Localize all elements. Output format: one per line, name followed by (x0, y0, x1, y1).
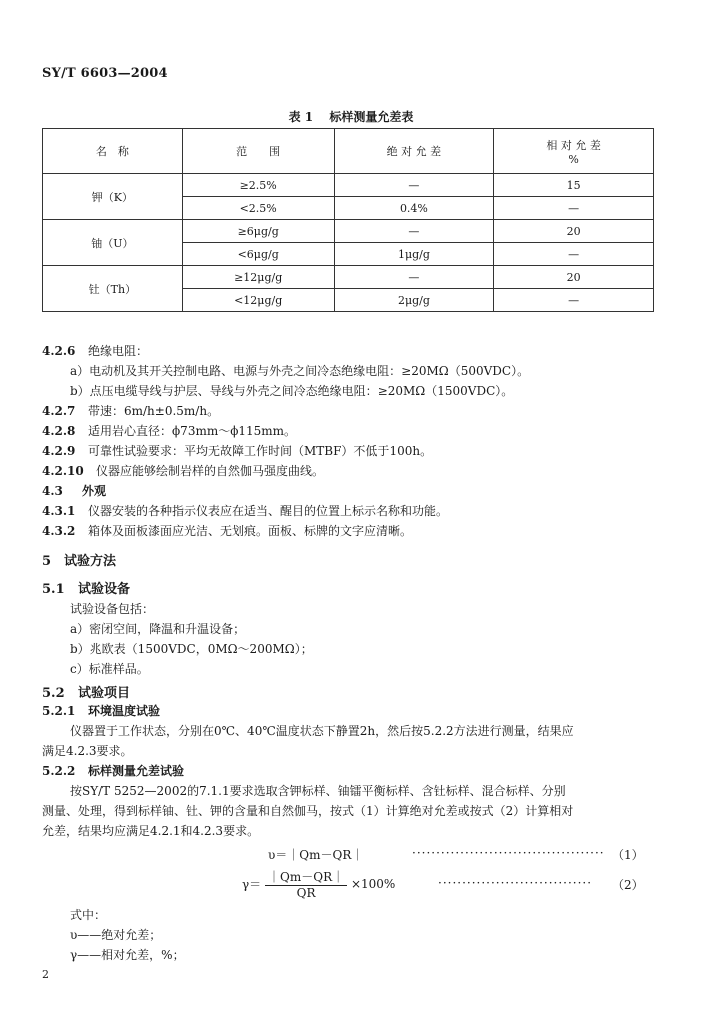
section-number: 5.2.1 (42, 704, 76, 718)
formula-2-label: （2） (612, 878, 644, 892)
cell-abs: 2μg/g (334, 289, 494, 312)
cell-rel: — (494, 289, 654, 312)
section-5 (42, 550, 116, 569)
clause-4-2-9 (42, 442, 432, 459)
cell-rel: 20 (494, 220, 654, 243)
formula-1-leader-dots: ········································ (412, 846, 605, 860)
equipment-c: c）标准样品。 (70, 662, 149, 676)
section-title: 试验项目 (78, 686, 131, 701)
cell-rel: 15 (494, 174, 654, 197)
section-5-2-1 (42, 702, 160, 719)
formula-2 (242, 868, 395, 900)
table-header-row (43, 129, 654, 174)
cell-rel: — (494, 197, 654, 220)
cell-range: <2.5% (182, 197, 334, 220)
header-relative-unit: % (568, 152, 579, 166)
formula-1-expr: ｜Qm－QR｜ (287, 848, 364, 862)
clause-4-3-2 (42, 522, 412, 539)
table-row (43, 220, 654, 243)
clause-number: 4.2.7 (42, 404, 76, 418)
formula-2-numerator: ｜Qm－QR｜ (265, 868, 347, 886)
section-number: 5 (42, 554, 52, 569)
equipment-a: a）密闭空间，降温和升温设备； (70, 622, 246, 636)
table-row (43, 174, 654, 197)
header-relative-label: 相 对 允 差 (546, 138, 601, 152)
clause-4-2-6 (42, 342, 148, 359)
section-number: 5.2 (42, 686, 65, 701)
section-title: 环境温度试验 (88, 704, 161, 718)
section-5-2-2 (42, 762, 184, 779)
env-test-line-1: 仪器置于工作状态，分别在0℃、40℃温度状态下静置2h，然后按5.2.2方法进行测量，结果应 (70, 724, 574, 738)
section-4-3 (42, 482, 106, 499)
clause-number: 4.2.6 (42, 344, 76, 358)
clause-4-3-1 (42, 502, 448, 519)
table-caption-number: 表 1 (288, 110, 314, 124)
formula-1-lhs: υ＝ (268, 848, 288, 862)
equipment-intro: 试验设备包括： (70, 602, 155, 616)
cell-range: ≥2.5% (182, 174, 334, 197)
formula-2-lhs: γ＝ (242, 877, 262, 892)
where-intro: 式中： (70, 908, 107, 922)
cell-range: <6μg/g (182, 243, 334, 266)
clause-title: 绝缘电阻： (88, 344, 149, 358)
section-5-1 (42, 578, 130, 597)
cell-rel: — (494, 243, 654, 266)
formula-1 (268, 846, 363, 863)
clause-4-2-8 (42, 422, 296, 439)
cell-abs: — (334, 220, 494, 243)
tolerance-table (42, 128, 654, 312)
section-title: 试验方法 (64, 554, 117, 569)
cell-range: <12μg/g (182, 289, 334, 312)
clause-text: 适用岩心直径：ϕ73mm～ϕ115mm。 (88, 424, 297, 438)
where-def-1: υ——绝对允差； (70, 928, 162, 942)
row-name-thorium: 钍（Th） (43, 266, 183, 312)
formula-2-denominator: QR (296, 886, 316, 900)
clause-text: 带速：6m/h±0.5m/h。 (88, 404, 220, 418)
header-absolute-tolerance: 绝 对 允 差 (334, 129, 494, 174)
env-test-line-2: 满足4.2.3要求。 (42, 744, 133, 758)
cell-rel: 20 (494, 266, 654, 289)
clause-number: 4.2.9 (42, 444, 76, 458)
section-title: 外观 (82, 484, 107, 498)
row-name-potassium: 钾（K） (43, 174, 183, 220)
section-number: 5.2.2 (42, 764, 76, 778)
where-def-2: γ——相对允差，%； (70, 948, 185, 962)
table-caption-title: 标样测量允差表 (329, 110, 414, 124)
cell-range: ≥12μg/g (182, 266, 334, 289)
section-5-2 (42, 682, 130, 701)
clause-4-2-7 (42, 402, 219, 419)
header-relative-tolerance (494, 129, 654, 174)
header-range: 范 围 (182, 129, 334, 174)
cell-abs: — (334, 174, 494, 197)
equipment-b: b）兆欧表（1500VDC，0MΩ～200MΩ）； (70, 642, 313, 656)
header-name: 名 称 (43, 129, 183, 174)
clause-text: 可靠性试验要求：平均无故障工作时间（MTBF）不低于100h。 (88, 444, 433, 458)
clause-number: 4.3.1 (42, 504, 76, 518)
clause-number: 4.2.8 (42, 424, 76, 438)
cell-abs: 0.4% (334, 197, 494, 220)
clause-4-2-6-a: a）电动机及其开关控制电路、电源与外壳之间冷态绝缘电阻：≥20MΩ（500VDC）。 (70, 364, 530, 378)
table-row (43, 266, 654, 289)
clause-4-2-10 (42, 462, 324, 479)
clause-number: 4.3.2 (42, 524, 76, 538)
section-number: 4.3 (42, 484, 63, 498)
tolerance-test-line-1: 按SY/T 5252—2002的7.1.1要求选取含钾标样、铀镭平衡标样、含钍标样、混合标样、分别 (70, 784, 566, 798)
formula-1-label: （1） (612, 848, 644, 862)
formula-2-leader-dots: ································ (438, 876, 593, 890)
row-name-uranium: 铀（U） (43, 220, 183, 266)
section-number: 5.1 (42, 582, 65, 597)
tolerance-test-line-2: 测量、处理，得到标样铀、钍、钾的含量和自然伽马，按式（1）计算绝对允差或按式（2）计算相对 (42, 804, 574, 818)
section-title: 标样测量允差试验 (88, 764, 185, 778)
tolerance-test-line-3: 允差，结果均应满足4.2.1和4.2.3要求。 (42, 824, 260, 838)
page-number: 2 (42, 968, 49, 981)
cell-range: ≥6μg/g (182, 220, 334, 243)
cell-abs: 1μg/g (334, 243, 494, 266)
standard-code-header: SY/T 6603—2004 (42, 66, 168, 81)
formula-2-fraction (265, 868, 347, 900)
table-caption (0, 108, 702, 125)
clause-text: 箱体及面板漆面应光洁、无划痕。面板、标牌的文字应清晰。 (88, 524, 413, 538)
clause-text: 仪器应能够绘制岩样的自然伽马强度曲线。 (96, 464, 325, 478)
clause-number: 4.2.10 (42, 464, 84, 478)
clause-4-2-6-b: b）点压电缆导线与护层、导线与外壳之间冷态绝缘电阻：≥20MΩ（1500VDC）。 (70, 384, 514, 398)
cell-abs: — (334, 266, 494, 289)
formula-2-tail: ×100% (350, 877, 396, 891)
section-title: 试验设备 (78, 582, 131, 597)
clause-text: 仪器安装的各种指示仪表应在适当、醒目的位置上标示名称和功能。 (88, 504, 449, 518)
